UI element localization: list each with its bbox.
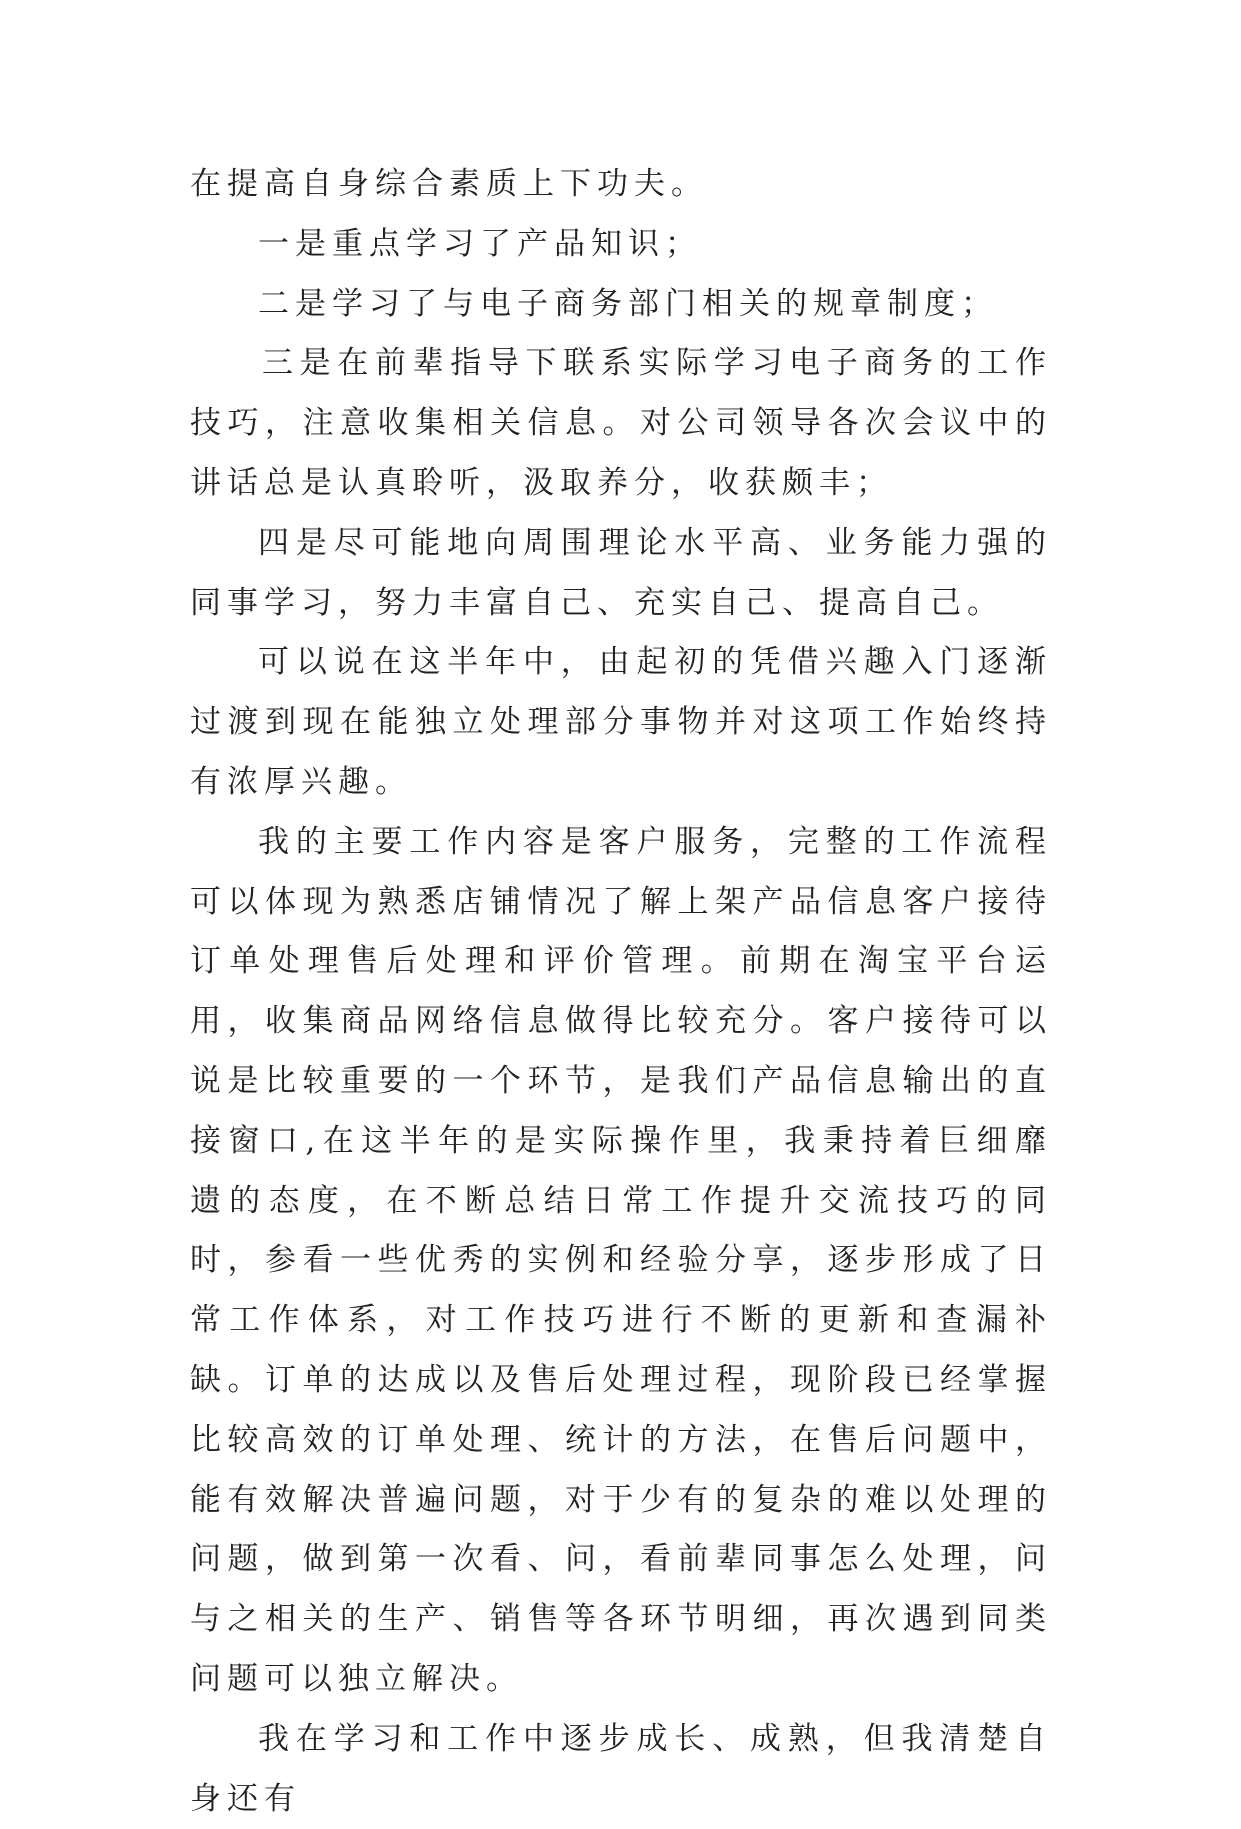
paragraph-5: 四是尽可能地向周围理论水平高、业务能力强的同事学习，努力丰富自己、充实自己、提高自己。 [190,524,1052,621]
paragraph-4: 三是在前辈指导下联系实际学习电子商务的工作技巧，注意收集相关信息。对公司领导各次会议中的讲话总是认真聆听，汲取养分，收获颇丰； [190,345,1052,501]
paragraph-2: 一是重点学习了产品知识； [258,225,702,262]
paragraph-6: 可以说在这半年中，由起初的凭借兴趣入门逐渐过渡到现在能独立处理部分事物并对这项工作始终持有浓厚兴趣。 [190,644,1052,800]
paragraph-8: 我在学习和工作中逐步成长、成熟，但我清楚自身还有 [190,1720,1052,1817]
paragraph-3: 二是学习了与电子商务部门相关的规章制度； [258,285,998,322]
paragraph-1: 在提高自身综合素质上下功夫。 [190,166,708,202]
document-body [190,155,1052,1829]
paragraph-7: 我的主要工作内容是客户服务，完整的工作流程可以体现为熟悉店铺情况了解上架产品信息客户接待订单处理售后处理和评价管理。前期在淘宝平台运用，收集商品网络信息做得比较充分。客户接待可以说是比较重要的一个环节，是我们产品信息输出的直接窗口,在这半年的是实际操作里，我秉持着巨细靡遗的态度，在不断总结日常工作提升交流技巧的同时，参看一些优秀的实例和经验分享，逐步形成了日常工作体系，对工作技巧进行不断的更新和查漏补缺。订单的达成以及售后处理过程，现阶段已经掌握比较高效的订单处理、统计的方法，在售后问题中，能有效解决普遍问题，对于少有的复杂的难以处理的问题，做到第一次看、问，看前辈同事怎么处理，问与之相关的生产、销售等各环节明细，再次遇到同类问题可以独立解决。 [190,823,1052,1697]
